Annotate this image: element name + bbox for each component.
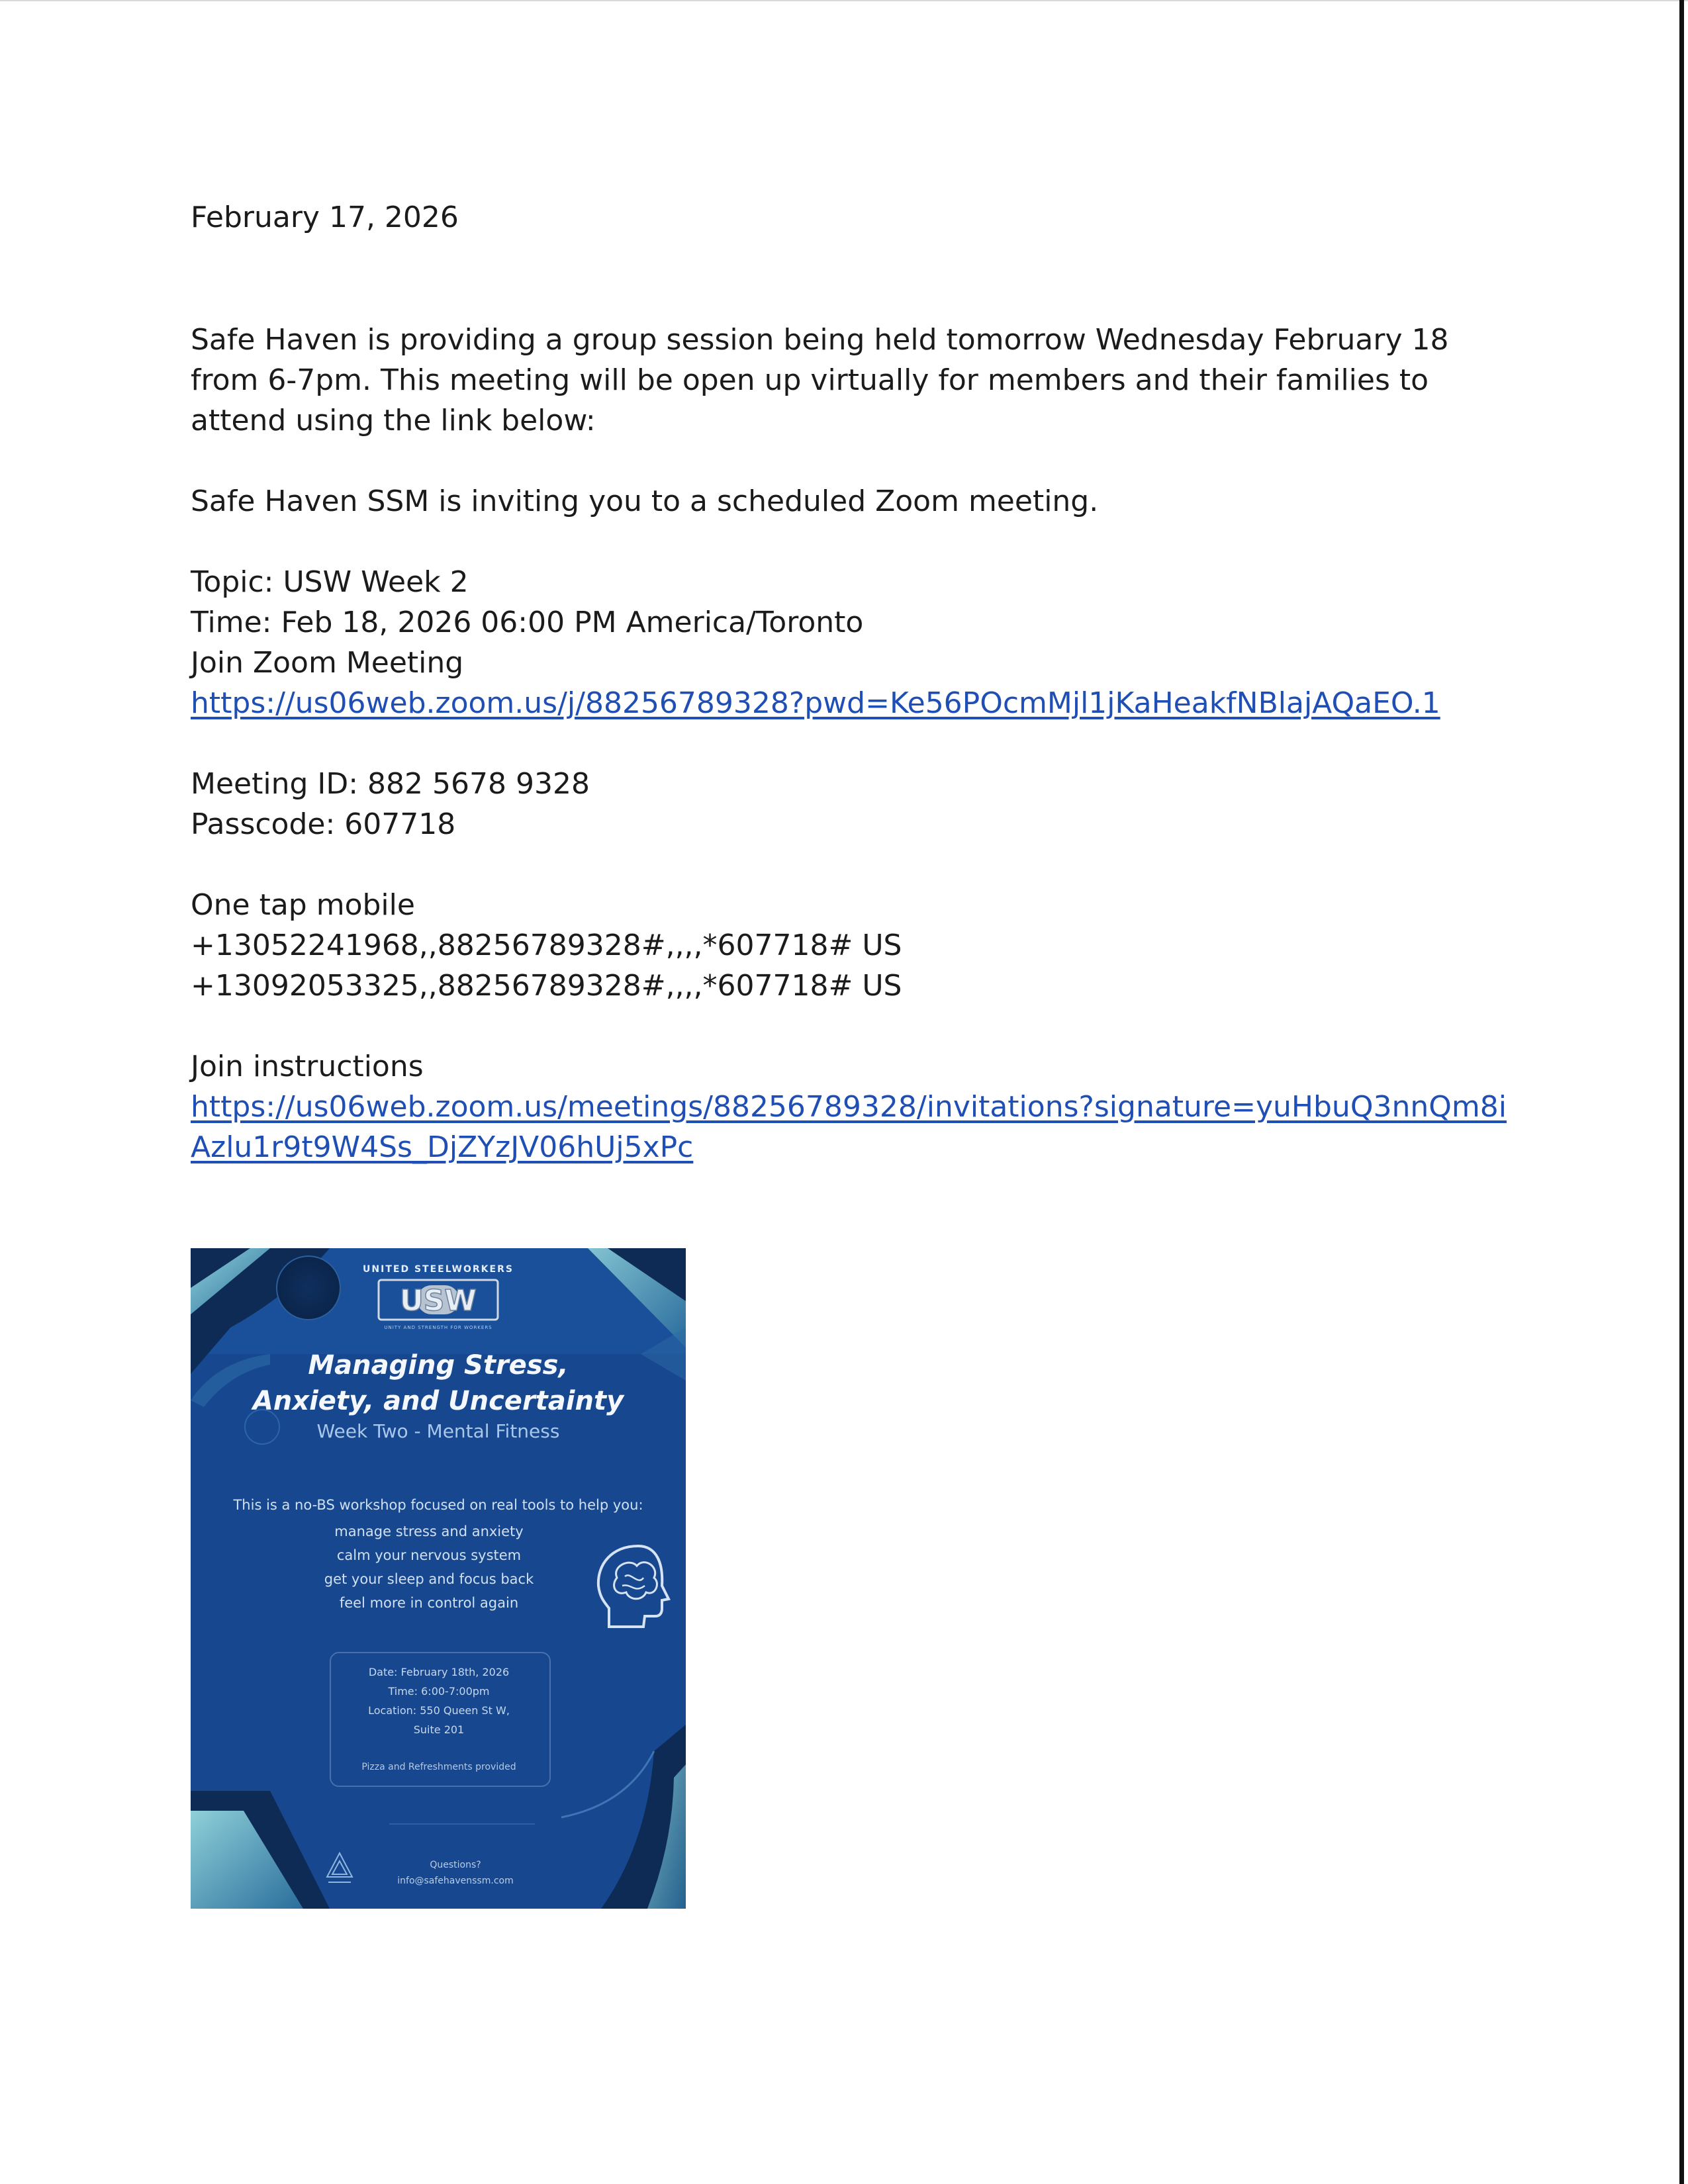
invite-line: Safe Haven SSM is inviting you to a scheduled Zoom meeting.	[191, 484, 1099, 518]
scan-edge-right	[1679, 0, 1684, 2184]
time-line: Time: Feb 18, 2026 06:00 PM America/Toronto	[191, 606, 864, 639]
intro-paragraph: Safe Haven is providing a group session being held tomorrow Wednesday February 18 from 6-7pm. This meeting will be open up virtually for members and their families to attend using the link below:	[191, 323, 1449, 437]
one-tap-number-2: +13092053325,,88256789328#,,,,*607718# US	[191, 969, 902, 1003]
event-time: Time: 6:00-7:00pm	[388, 1685, 490, 1698]
head-brain-icon	[592, 1539, 674, 1632]
usw-logo-icon	[377, 1279, 499, 1321]
flyer-lead: This is a no-BS workshop focused on real tools to help you:	[233, 1497, 643, 1513]
flyer-bullet-item: manage stress and anxiety	[334, 1524, 524, 1539]
workshop-flyer	[191, 1248, 686, 1909]
safe-haven-logo-icon	[323, 1850, 356, 1888]
join-zoom-link[interactable]: https://us06web.zoom.us/j/88256789328?pwd=Ke56POcmMjl1jKaHeakfNBlajAQaEO.1	[191, 686, 1440, 720]
join-label: Join Zoom Meeting	[191, 646, 464, 680]
join-instructions-label: Join instructions	[191, 1050, 424, 1083]
flyer-tagline: UNITY AND STRENGTH FOR WORKERS	[384, 1325, 492, 1330]
zoom-invitation	[191, 481, 1515, 1167]
flyer-title	[191, 1347, 686, 1419]
passcode: Passcode: 607718	[191, 807, 456, 841]
event-location: Location: 550 Queen St W,	[368, 1704, 510, 1717]
meeting-id: Meeting ID: 882 5678 9328	[191, 767, 590, 801]
flyer-bullet-list	[290, 1520, 568, 1615]
questions-label: Questions?	[430, 1860, 481, 1870]
topic-line: Topic: USW Week 2	[191, 565, 469, 599]
logo-letters: USW	[400, 1284, 477, 1318]
flyer-subtitle: Week Two - Mental Fitness	[316, 1420, 560, 1442]
event-date: Date: February 18th, 2026	[368, 1666, 510, 1678]
flyer-org-name: UNITED STEELWORKERS	[363, 1264, 514, 1275]
event-suite: Suite 201	[413, 1723, 465, 1736]
flyer-bullet-item: calm your nervous system	[336, 1547, 522, 1563]
join-instructions-link[interactable]: https://us06web.zoom.us/meetings/88256789328/invitations?signature=yuHbuQ3nnQm8iAzlu1r9t9W4Ss_DjZYzJV06hUj5xPc	[191, 1090, 1507, 1164]
one-tap-number-1: +13052241968,,88256789328#,,,,*607718# US	[191, 929, 902, 962]
flyer-bullet-item: feel more in control again	[339, 1595, 519, 1611]
scan-edge-top	[0, 0, 1688, 1]
contact-block	[356, 1857, 555, 1889]
flyer-title-line-1: Managing Stress,	[308, 1350, 569, 1381]
flyer-bullet-item: get your sleep and focus back	[324, 1571, 534, 1587]
contact-email: info@safehavenssm.com	[397, 1876, 514, 1886]
refreshments-note: Pizza and Refreshments provided	[361, 1762, 516, 1772]
one-tap-label: One tap mobile	[191, 888, 415, 922]
flyer-title-line-2: Anxiety, and Uncertainty	[252, 1386, 624, 1416]
letter-date: February 17, 2026	[191, 201, 459, 234]
